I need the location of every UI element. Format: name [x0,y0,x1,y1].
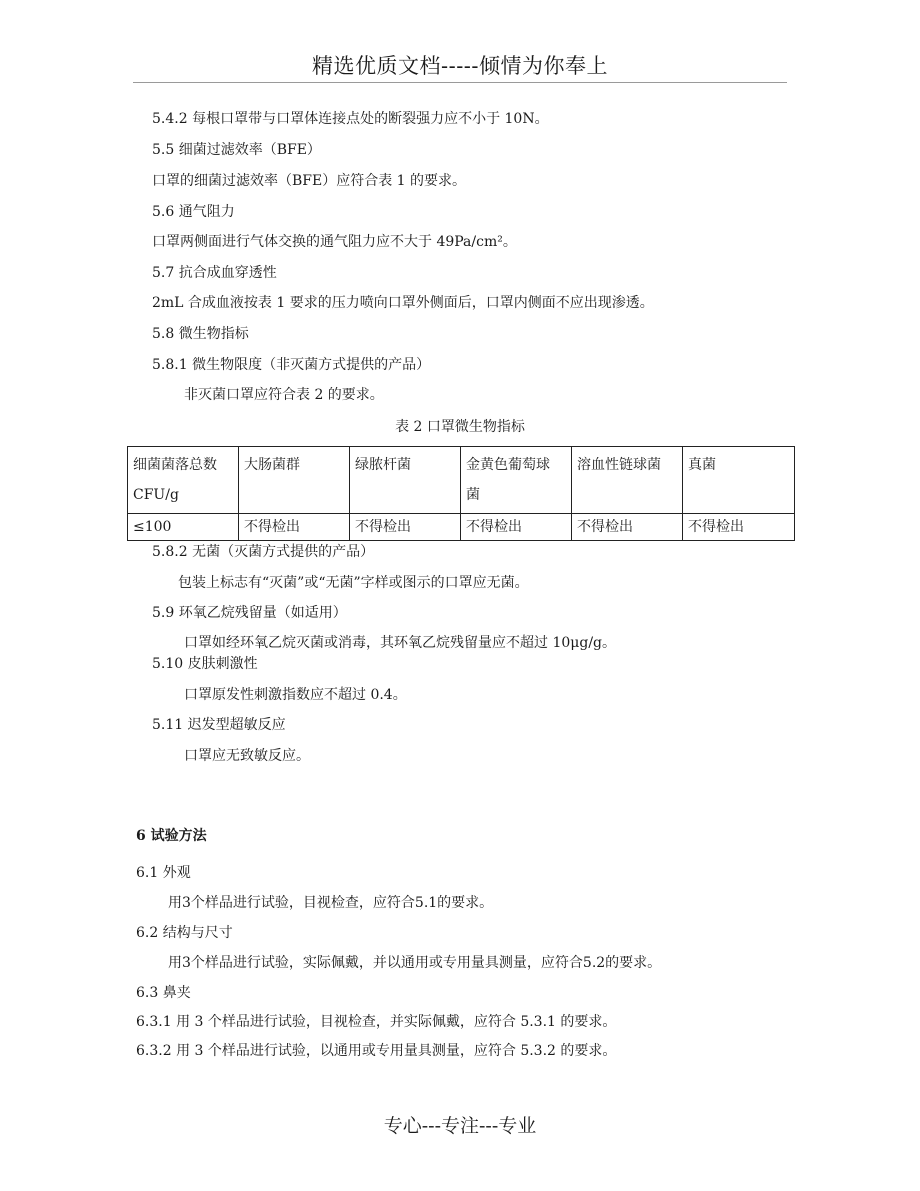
clause-6-3-heading: 6.3 鼻夹 [136,985,191,1001]
clause-6-2-heading: 6.2 结构与尺寸 [136,925,233,941]
clause-5-8-1-heading: 5.8.1 微生物限度（非灭菌方式提供的产品） [152,357,431,373]
clause-5-11-heading: 5.11 迟发型超敏反应 [152,717,286,733]
clause-6-3-2: 6.3.2 用 3 个样品进行试验，以通用或专用量具测量，应符合 5.3.2 的要求。 [136,1043,617,1059]
clause-5-4-2: 5.4.2 每根口罩带与口罩体连接点处的断裂强力应不小于 10N。 [152,111,549,127]
table-header-cell: 大肠菌群 [239,447,350,514]
clause-5-6-heading: 5.6 通气阻力 [152,204,235,220]
page-footer: 专心---专注---专业 [383,1115,537,1137]
table-row [128,514,795,541]
clause-5-7-text: 2mL 合成血液按表 1 要求的压力喷向口罩外侧面后，口罩内侧面不应出现渗透。 [152,295,654,311]
clause-6-2-text: 用3个样品进行试验，实际佩戴，并以通用或专用量具测量，应符合5.2的要求。 [168,955,662,971]
clause-5-7-heading: 5.7 抗合成血穿透性 [152,265,277,281]
table-cell: 不得检出 [572,514,683,541]
page-header: 精选优质文档-----倾情为你奉上 [312,54,608,78]
table-header-cell: 真菌 [683,447,795,514]
clause-5-8-2-heading: 5.8.2 无菌（灭菌方式提供的产品） [152,544,375,560]
table-cell: 不得检出 [683,514,795,541]
clause-5-9-text: 口罩如经环氧乙烷灭菌或消毒，其环氧乙烷残留量应不超过 10μg/g。 [184,635,617,651]
clause-5-5-heading: 5.5 细菌过滤效率（BFE） [152,142,321,158]
table-header-cell: 金黄色葡萄球 菌 [461,447,572,514]
clause-5-6-text: 口罩两侧面进行气体交换的通气阻力应不大于 49Pa/cm²。 [152,234,517,250]
clause-6-3-1: 6.3.1 用 3 个样品进行试验，目视检查，并实际佩戴，应符合 5.3.1 的要求。 [136,1014,617,1030]
clause-6-1-text: 用3个样品进行试验，目视检查，应符合5.1的要求。 [168,895,494,911]
clause-5-8-2-text: 包装上标志有“灭菌”或“无菌”字样或图示的口罩应无菌。 [178,575,529,591]
microbial-table [127,446,795,541]
table-cell: ≤100 [128,514,239,541]
section-6-heading: 6 试验方法 [136,828,207,844]
table-header-cell: 溶血性链球菌 [572,447,683,514]
table-cell: 不得检出 [239,514,350,541]
table-header-cell: 绿脓杆菌 [350,447,461,514]
clause-5-10-heading: 5.10 皮肤刺激性 [152,656,258,672]
clause-5-8-1-text: 非灭菌口罩应符合表 2 的要求。 [184,387,384,403]
table-cell: 不得检出 [461,514,572,541]
clause-5-11-text: 口罩应无致敏反应。 [184,748,310,764]
header-rule [133,82,787,83]
clause-6-1-heading: 6.1 外观 [136,865,191,881]
table-caption: 表 2 口罩微生物指标 [395,419,525,435]
table-cell: 不得检出 [350,514,461,541]
clause-5-9-heading: 5.9 环氧乙烷残留量（如适用） [152,605,347,621]
clause-5-8-heading: 5.8 微生物指标 [152,326,249,342]
table-header-row [128,447,795,514]
clause-5-5-text: 口罩的细菌过滤效率（BFE）应符合表 1 的要求。 [152,173,467,189]
clause-5-10-text: 口罩原发性刺激指数应不超过 0.4。 [184,687,407,703]
table-header-cell: 细菌菌落总数 CFU/g [128,447,239,514]
